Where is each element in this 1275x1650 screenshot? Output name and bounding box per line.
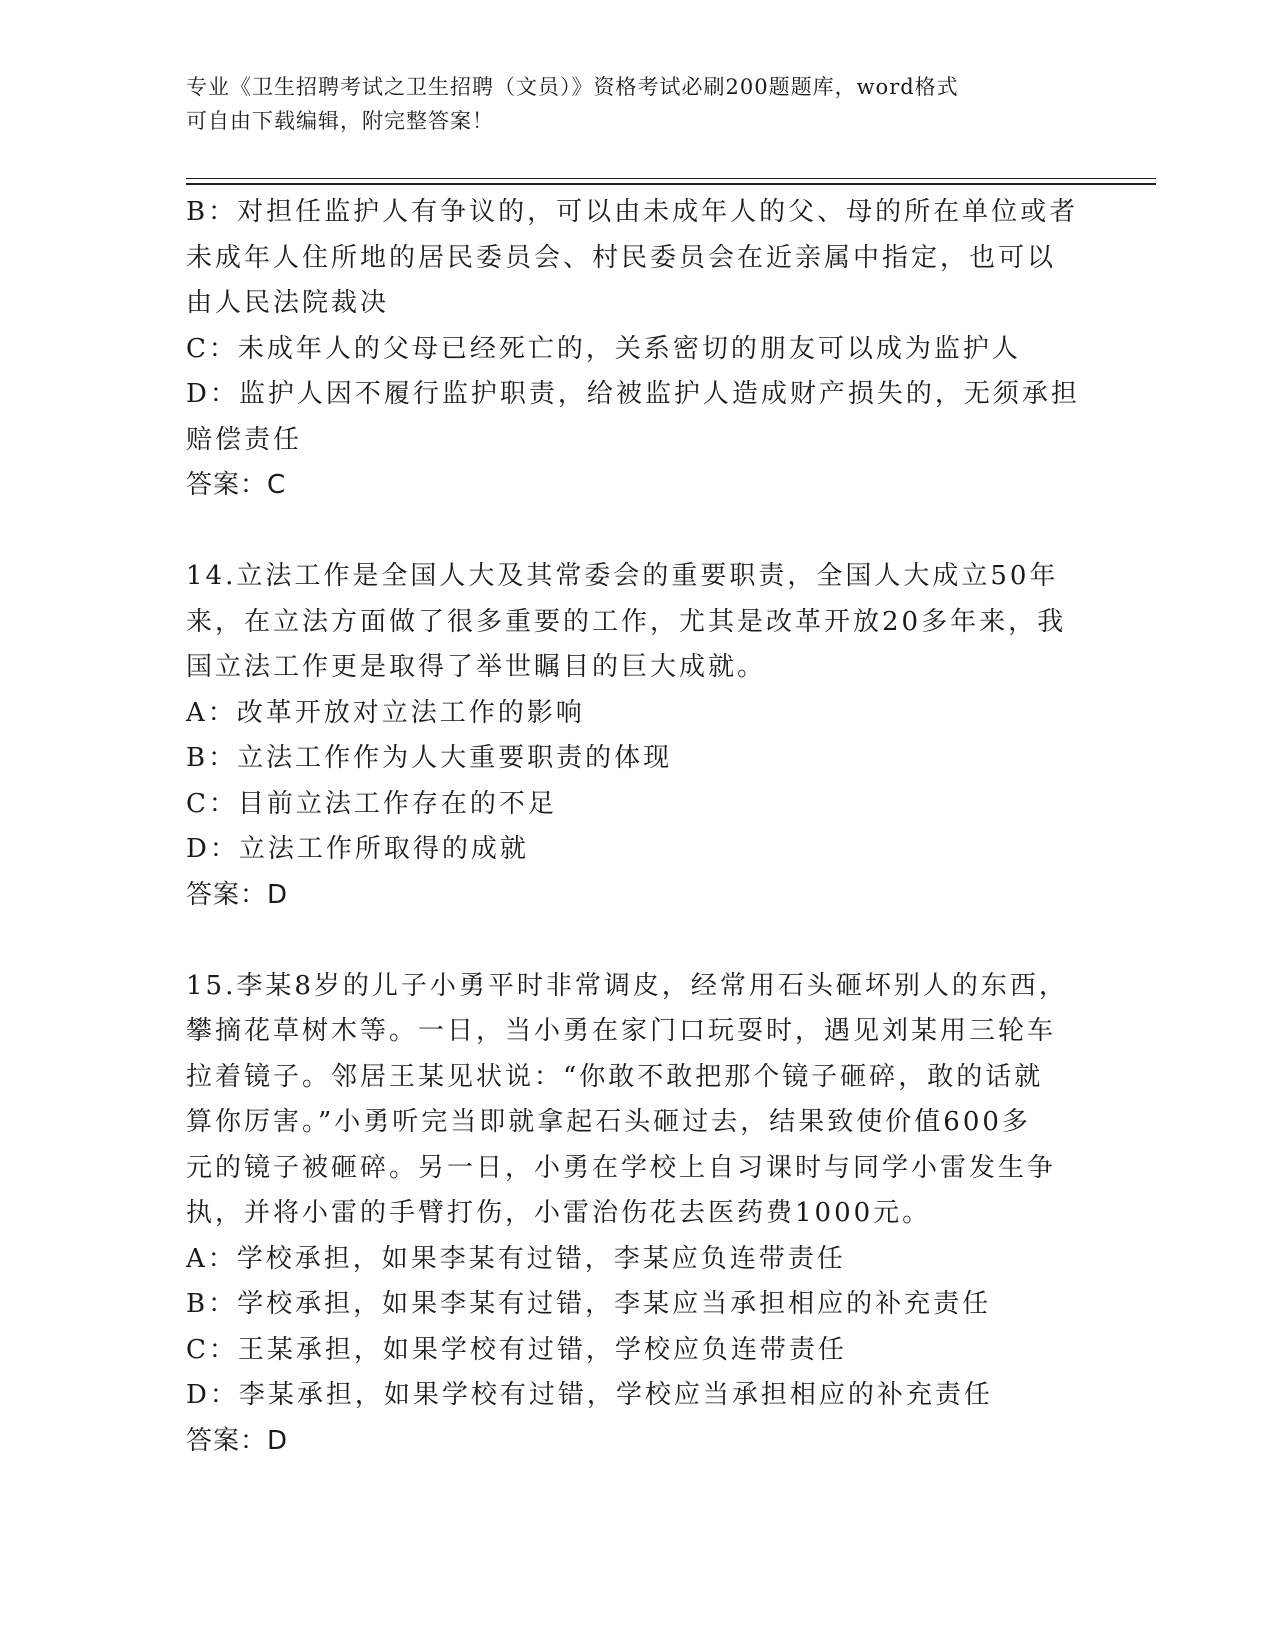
q15-option-d: D：李某承担，如果学校有过错，学校应当承担相应的补充责任	[186, 1380, 993, 1410]
q14-stem-line-1: 14.立法工作是全国人大及其常委会的重要职责，全国人大成立50年	[186, 561, 1059, 591]
question-15	[186, 964, 1076, 1465]
q13-option-b-line-1: B：对担任监护人有争议的，可以由未成年人的父、母的所在单位或者	[186, 197, 1079, 227]
document-header	[186, 70, 1066, 138]
spacer	[186, 918, 1076, 964]
q14-stem-line-3: 国立法工作更是取得了举世瞩目的巨大成就。	[186, 652, 767, 682]
header-line-2: 可自由下载编辑，附完整答案！	[186, 109, 494, 133]
q15-option-a: A：学校承担，如果李某有过错，李某应负连带责任	[186, 1243, 846, 1274]
q15-stem-line-1: 15.李某8岁的儿子小勇平时非常调皮，经常用石头砸坏别人的东西，	[186, 970, 1068, 1001]
q14-stem-line-2: 来，在立法方面做了很多重要的工作，尤其是改革开放20多年来，我	[186, 606, 1067, 637]
question-13-continued	[186, 190, 1080, 509]
header-divider-thin	[186, 178, 1156, 179]
q15-stem-line-6: 执，并将小雷的手臂打伤，小雷治伤花去医药费1000元。	[186, 1198, 932, 1228]
q13-option-b-line-2: 未成年人住所地的居民委员会、村民委员会在近亲属中指定，也可以	[186, 242, 1057, 273]
q13-option-b-line-3: 由人民法院裁决	[186, 288, 390, 318]
header-divider-thick	[186, 183, 1156, 185]
q13-option-c: C：未成年人的父母已经死亡的，关系密切的朋友可以成为监护人	[186, 333, 1021, 364]
q14-option-b: B：立法工作作为人大重要职责的体现	[186, 743, 673, 773]
q13-option-d-line-2: 赔偿责任	[186, 424, 303, 455]
spacer	[186, 509, 1076, 555]
q14-answer: 答案：D	[186, 879, 289, 910]
question-14	[186, 554, 1076, 918]
q15-stem-line-3: 拉着镜子。邻居王某见状说：“你敢不敢把那个镜子砸碎，敢的话就	[186, 1061, 1044, 1092]
q13-option-d-line-1: D：监护人因不履行监护职责，给被监护人造成财产损失的，无须承担	[186, 379, 1080, 409]
q14-option-a: A：改革开放对立法工作的影响	[186, 697, 585, 728]
q15-stem-line-4: 算你厉害。”小勇听完当即就拿起石头砸过去，结果致使价值600多	[186, 1107, 1031, 1137]
q15-option-c: C：王某承担，如果学校有过错，学校应负连带责任	[186, 1334, 847, 1365]
header-line-1: 专业《卫生招聘考试之卫生招聘（文员）》资格考试必刷200题题库，word格式	[186, 75, 959, 99]
q14-option-d: D：立法工作所取得的成就	[186, 834, 529, 864]
q14-option-c: C：目前立法工作存在的不足	[186, 788, 557, 819]
q13-answer: 答案：C	[186, 470, 287, 500]
q15-stem-line-2: 攀摘花草树木等。一日，当小勇在家门口玩耍时，遇见刘某用三轮车	[186, 1016, 1057, 1046]
q15-stem-line-5: 元的镜子被砸碎。另一日，小勇在学校上自习课时与同学小雷发生争	[186, 1152, 1057, 1183]
q15-option-b: B：学校承担，如果李某有过错，李某应当承担相应的补充责任	[186, 1289, 992, 1319]
q15-answer: 答案：D	[186, 1425, 289, 1456]
document-body	[186, 190, 1080, 1464]
